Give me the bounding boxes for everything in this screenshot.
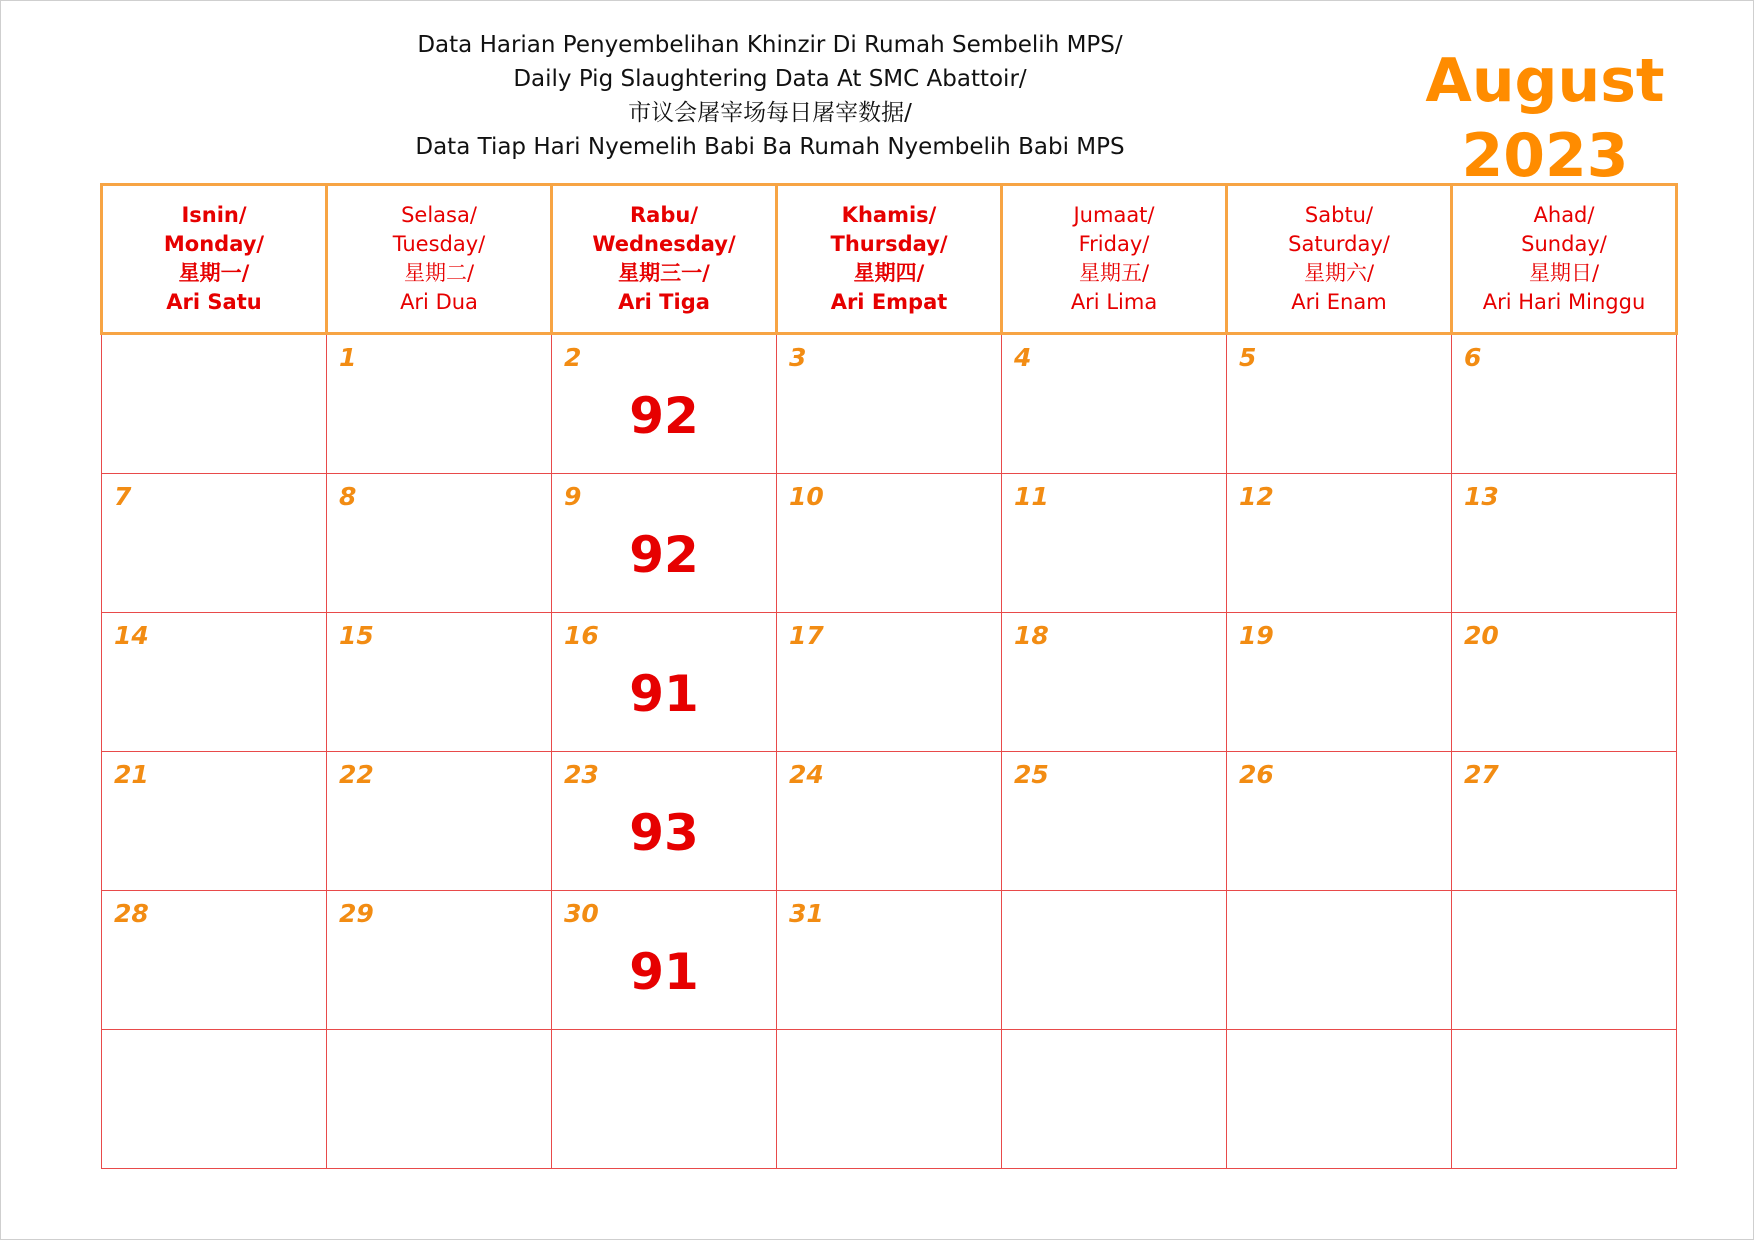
weekday-label-line: 星期二/: [403, 261, 475, 285]
weekday-header-4: [777, 185, 1002, 334]
weekday-header-3: [552, 185, 777, 334]
title-line-english: Daily Pig Slaughtering Data At SMC Abattoir/: [513, 66, 1027, 92]
weekday-label-line: Ahad/: [1533, 203, 1595, 227]
slaughter-count: 91: [629, 665, 699, 723]
day-number: 30: [564, 899, 599, 928]
calendar-day-cell: [1452, 334, 1677, 474]
calendar-day-cell: [777, 891, 1002, 1030]
calendar-week-row: [102, 1030, 1677, 1169]
weekday-label-line: Monday/: [163, 232, 265, 256]
day-number: 19: [1239, 621, 1274, 650]
calendar-day-cell: [327, 613, 552, 752]
weekday-label-line: Thursday/: [830, 232, 948, 256]
calendar-day-cell: [1002, 891, 1227, 1030]
day-number: 29: [339, 899, 374, 928]
weekday-label-line: Khamis/: [841, 203, 937, 227]
day-number: 14: [114, 621, 149, 650]
day-number: 10: [789, 482, 824, 511]
calendar-day-cell: [1452, 752, 1677, 891]
calendar-grid: [100, 183, 1678, 1169]
slaughter-count: 91: [629, 943, 699, 1001]
calendar-day-cell: [327, 752, 552, 891]
calendar-day-cell: [777, 1030, 1002, 1169]
weekday-header-2: [327, 185, 552, 334]
day-number: 11: [1014, 482, 1049, 511]
calendar-week-row: [102, 334, 1677, 474]
weekday-label-line: 星期一/: [178, 261, 250, 285]
weekday-label-line: 星期四/: [853, 261, 925, 285]
weekday-label-line: 星期五/: [1078, 261, 1150, 285]
month-year-heading: [1420, 44, 1670, 194]
day-number: 6: [1464, 343, 1482, 372]
slaughter-count: 93: [629, 804, 699, 862]
calendar-day-cell: [552, 334, 777, 474]
weekday-header-row: [102, 185, 1677, 334]
weekday-label-line: Tuesday/: [392, 232, 486, 256]
calendar-day-cell: [1227, 1030, 1452, 1169]
day-number: 23: [564, 760, 599, 789]
weekday-label-line: Selasa/: [401, 203, 477, 227]
weekday-label-line: Ari Enam: [1291, 290, 1387, 314]
day-number: 16: [564, 621, 599, 650]
day-number: 9: [564, 482, 582, 511]
calendar-day-cell: [777, 752, 1002, 891]
day-number: 28: [114, 899, 149, 928]
weekday-label-line: Rabu/: [630, 203, 698, 227]
calendar-day-cell: [102, 1030, 327, 1169]
calendar-day-cell: [1002, 613, 1227, 752]
day-number: 22: [339, 760, 374, 789]
weekday-label-line: Sabtu/: [1304, 203, 1374, 227]
calendar-day-cell: [1227, 752, 1452, 891]
calendar-day-cell: [552, 891, 777, 1030]
calendar-day-cell: [777, 334, 1002, 474]
calendar-week-row: [102, 891, 1677, 1030]
calendar-day-cell: [1227, 891, 1452, 1030]
calendar-day-cell: [552, 613, 777, 752]
weekday-header-5: [1002, 185, 1227, 334]
calendar-day-cell: [102, 752, 327, 891]
day-number: 17: [789, 621, 824, 650]
weekday-label-line: Isnin/: [181, 203, 247, 227]
weekday-header-7: [1452, 185, 1677, 334]
day-number: 18: [1014, 621, 1049, 650]
day-number: 13: [1464, 482, 1499, 511]
day-number: 4: [1014, 343, 1032, 372]
day-number: 12: [1239, 482, 1274, 511]
calendar-day-cell: [1227, 613, 1452, 752]
calendar-day-cell: [327, 334, 552, 474]
calendar-day-cell: [102, 474, 327, 613]
day-number: 20: [1464, 621, 1499, 650]
day-number: 31: [789, 899, 824, 928]
weekday-label-line: 星期三一/: [618, 261, 710, 285]
day-number: 8: [339, 482, 357, 511]
weekday-label-line: Ari Empat: [830, 290, 948, 314]
day-number: 26: [1239, 760, 1274, 789]
calendar-day-cell: [327, 474, 552, 613]
weekday-label-line: Wednesday/: [592, 232, 736, 256]
weekday-label-line: Friday/: [1078, 232, 1150, 256]
calendar-week-row: [102, 752, 1677, 891]
day-number: 24: [789, 760, 824, 789]
day-number: 3: [789, 343, 807, 372]
calendar-day-cell: [552, 474, 777, 613]
page-title: [390, 28, 1150, 164]
weekday-label-line: 星期六/: [1303, 261, 1375, 285]
weekday-label-line: Jumaat/: [1073, 203, 1155, 227]
calendar-day-cell: [102, 334, 327, 474]
day-number: 25: [1014, 760, 1049, 789]
calendar-day-cell: [1452, 474, 1677, 613]
weekday-header-6: [1227, 185, 1452, 334]
weekday-label-line: Ari Hari Minggu: [1482, 290, 1646, 314]
day-number: 1: [339, 343, 357, 372]
calendar-day-cell: [777, 613, 1002, 752]
calendar-day-cell: [1452, 613, 1677, 752]
calendar-body: [102, 334, 1677, 1169]
calendar-day-cell: [1002, 334, 1227, 474]
weekday-label-line: Saturday/: [1288, 232, 1390, 256]
slaughter-count: 92: [629, 387, 699, 445]
calendar-day-cell: [327, 1030, 552, 1169]
calendar-day-cell: [1002, 474, 1227, 613]
weekday-label-line: 星期日/: [1528, 261, 1600, 285]
day-number: 5: [1239, 343, 1257, 372]
title-line-malay: Data Harian Penyembelihan Khinzir Di Rumah Sembelih MPS/: [417, 32, 1123, 58]
slaughter-count: 92: [629, 526, 699, 584]
calendar-day-cell: [102, 613, 327, 752]
month-label: August: [1425, 46, 1665, 116]
weekday-label-line: Ari Dua: [400, 290, 478, 314]
calendar-day-cell: [1227, 334, 1452, 474]
weekday-header-1: [102, 185, 327, 334]
day-number: 7: [114, 482, 132, 511]
day-number: 27: [1464, 760, 1499, 789]
weekday-label-line: Ari Lima: [1070, 290, 1158, 314]
calendar-day-cell: [1002, 752, 1227, 891]
calendar-day-cell: [1002, 1030, 1227, 1169]
calendar-day-cell: [327, 891, 552, 1030]
title-line-iban: Data Tiap Hari Nyemelih Babi Ba Rumah Nyembelih Babi MPS: [415, 134, 1125, 160]
calendar-week-row: [102, 613, 1677, 752]
weekday-label-line: Ari Satu: [166, 290, 262, 314]
calendar-day-cell: [102, 891, 327, 1030]
day-number: 21: [114, 760, 149, 789]
year-label: 2023: [1461, 121, 1629, 191]
calendar-week-row: [102, 474, 1677, 613]
calendar-day-cell: [1452, 1030, 1677, 1169]
calendar-day-cell: [1452, 891, 1677, 1030]
weekday-label-line: Ari Tiga: [618, 290, 710, 314]
day-number: 15: [339, 621, 374, 650]
title-line-chinese: 市议会屠宰场每日屠宰数据/: [628, 100, 912, 126]
day-number: 2: [564, 343, 582, 372]
calendar-day-cell: [552, 1030, 777, 1169]
calendar-day-cell: [777, 474, 1002, 613]
calendar-day-cell: [552, 752, 777, 891]
calendar-day-cell: [1227, 474, 1452, 613]
weekday-label-line: Sunday/: [1521, 232, 1607, 256]
